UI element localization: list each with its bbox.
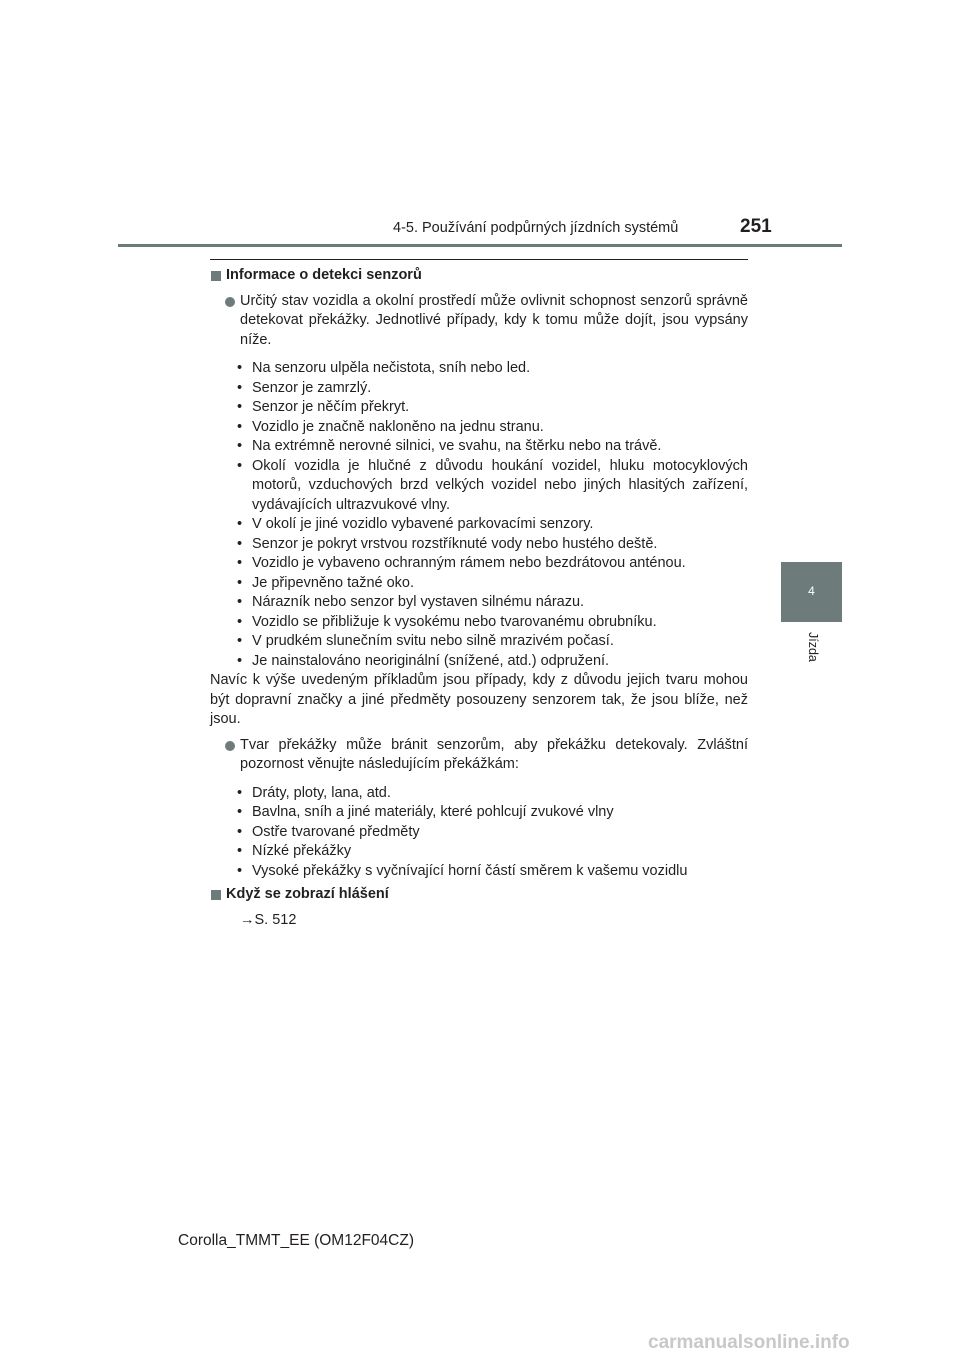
bullet-icon: • — [237, 594, 243, 610]
watermark: carmanualsonline.info — [648, 1332, 850, 1353]
square-bullet-icon — [211, 890, 221, 900]
bullet-icon: • — [237, 438, 243, 454]
section-heading — [210, 266, 748, 286]
list-item: • Nízké překážky — [210, 842, 748, 862]
bullet-icon: • — [237, 418, 243, 435]
list-item: • Dráty, ploty, lana, atd. — [210, 784, 748, 804]
square-bullet-icon — [211, 271, 221, 281]
chapter-tab — [781, 562, 842, 622]
dot-paragraph-text: Určitý stav vozidla a okolní prostředí může ovlivnit schopnost senzorů správně detekovat překážky. Jednotlivé případy, kdy k tomu může dojít, jsou vypsány níže. — [240, 292, 748, 348]
bullet-icon: • — [237, 457, 243, 474]
additional-note: Navíc k výše uvedeným příkladům jsou případy, kdy z důvodu jejich tvaru mohou být dopravní značky a jiné předměty posouzeny senzorem tak, že jsou blíže, než jsou. — [210, 672, 748, 727]
conditions-list — [210, 359, 748, 671]
bullet-icon: • — [237, 379, 243, 396]
chapter-number: 4 — [808, 584, 815, 598]
bullet-icon: • — [237, 784, 243, 801]
list-item: • Senzor je něčím překryt. — [210, 398, 748, 418]
content-top-rule — [210, 259, 748, 260]
list-item: • V prudkém slunečním svitu nebo silně mrazivém počasí. — [210, 632, 748, 652]
bullet-icon: • — [237, 535, 243, 552]
bullet-icon: • — [237, 360, 243, 376]
list-item: • Je připevněno tažné oko. — [210, 574, 748, 594]
page-number: 251 — [740, 216, 772, 237]
list-item: • Vysoké překážky s vyčnívající horní částí směrem k vašemu vozidlu — [210, 862, 748, 882]
main-content — [210, 266, 748, 930]
section-heading-text: Informace o detekci senzorů — [226, 267, 422, 283]
circle-bullet-icon — [225, 297, 235, 307]
list-item: • Je nainstalováno neoriginální (snížené, atd.) odpružení. — [210, 652, 748, 672]
bullet-icon: • — [237, 516, 243, 532]
bullet-icon: • — [237, 823, 243, 840]
list-item: • Na senzoru ulpěla nečistota, sníh nebo led. — [210, 359, 748, 379]
page-reference: →S. 512 — [240, 911, 297, 928]
bullet-icon: • — [237, 613, 243, 630]
dot-paragraph — [210, 736, 748, 775]
bullet-icon: • — [237, 555, 243, 571]
chapter-label: Jízda — [806, 632, 820, 662]
list-item: • Senzor je zamrzlý. — [210, 379, 748, 399]
bullet-icon: • — [237, 633, 243, 649]
header-rule — [118, 244, 842, 247]
section-heading-text: Když se zobrazí hlášení — [226, 886, 389, 902]
list-item: • Vozidlo je značně nakloněno na jednu stranu. — [210, 418, 748, 438]
bullet-icon: • — [237, 843, 243, 859]
list-item: • V okolí je jiné vozidlo vybavené parkovacími senzory. — [210, 515, 748, 535]
list-item: • Nárazník nebo senzor byl vystaven silnému nárazu. — [210, 593, 748, 613]
document-footer: Corolla_TMMT_EE (OM12F04CZ) — [178, 1232, 414, 1249]
bullet-icon: • — [237, 399, 243, 415]
dot-paragraph-text: Tvar překážky může bránit senzorům, aby překážku detekovaly. Zvláštní pozornost věnujte následujícím překážkám: — [240, 736, 748, 772]
list-item: • Ostře tvarované předměty — [210, 823, 748, 843]
bullet-icon: • — [237, 652, 243, 669]
bullet-icon: • — [237, 574, 243, 591]
list-item: • Senzor je pokryt vrstvou rozstříknuté vody nebo hustého deště. — [210, 535, 748, 555]
list-item: • Bavlna, sníh a jiné materiály, které pohlcují zvukové vlny — [210, 803, 748, 823]
bullet-icon: • — [237, 804, 243, 820]
section-title: 4-5. Používání podpůrných jízdních systémů — [393, 220, 679, 236]
circle-bullet-icon — [225, 741, 235, 751]
dot-paragraph — [210, 292, 748, 351]
bullet-icon: • — [237, 862, 243, 879]
list-item: • Vozidlo je vybaveno ochranným rámem nebo bezdrátovou anténou. — [210, 554, 748, 574]
section-heading — [210, 885, 748, 905]
list-item: • Okolí vozidla je hlučné z důvodu houkání vozidel, hluku motocyklových motorů, vzduchových brzd velkých vozidel nebo jiných hlasitých zařízení, vydávajících ultrazvukové vlny. — [237, 457, 748, 513]
obstacles-list — [210, 784, 748, 882]
list-item: • Vozidlo se přibližuje k vysokému nebo tvarovanému obrubníku. — [210, 613, 748, 633]
list-item: • Na extrémně nerovné silnici, ve svahu, na štěrku nebo na trávě. — [210, 437, 748, 457]
